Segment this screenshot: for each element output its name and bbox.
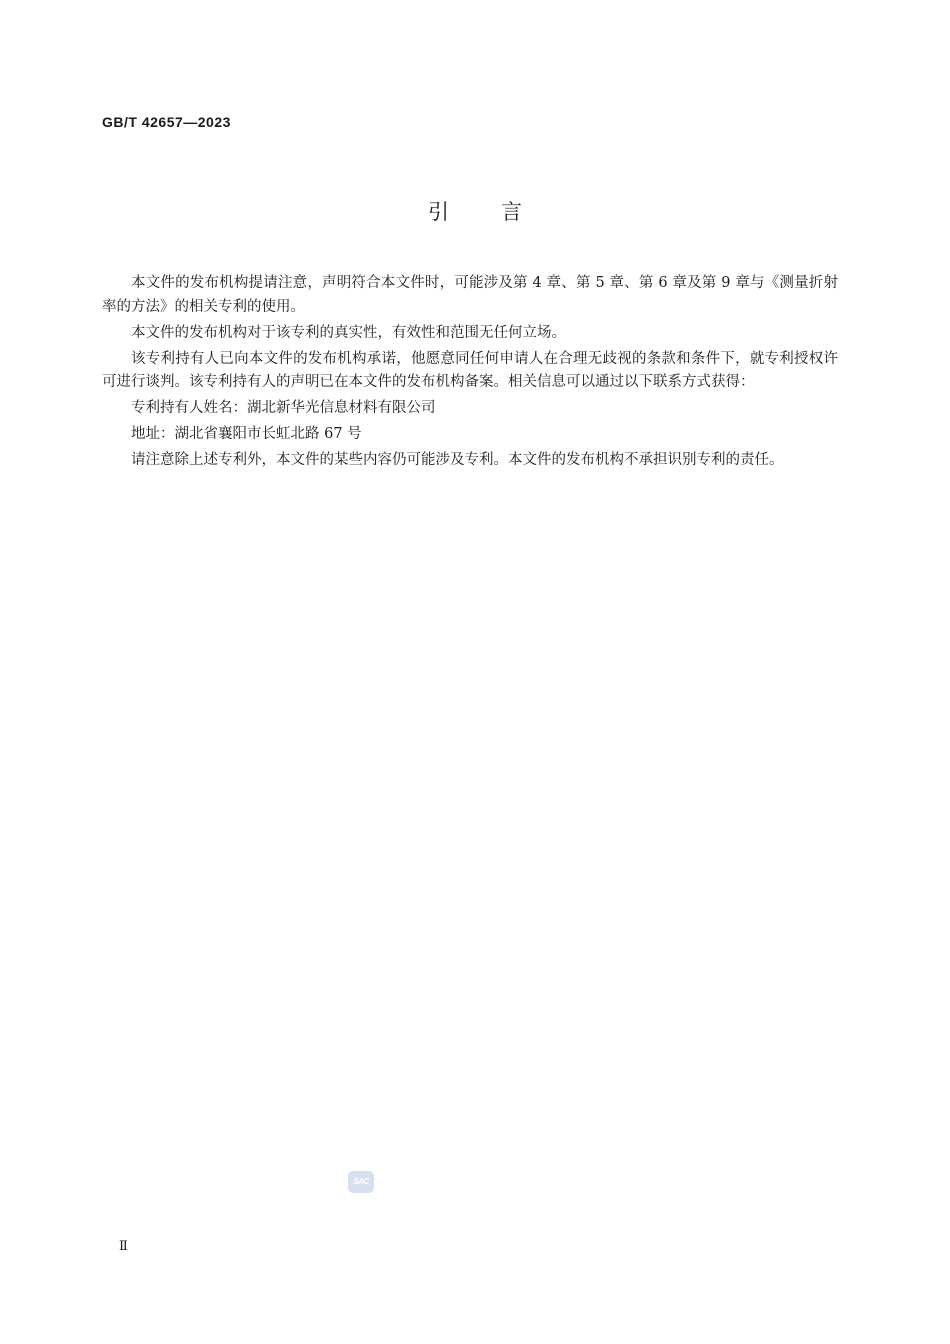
paragraph-no-position: 本文件的发布机构对于该专利的真实性，有效性和范围无任何立场。 — [131, 324, 566, 341]
paragraph-holder-commitment: 该专利持有人已向本文件的发布机构承诺，他愿意同任何申请人在合理无歧视的条款和条件下，就专利授权许可进行谈判。该专利持有人的声明已在本文件的发布机构备案。相关信息可以通过以下联系方式获得： — [102, 350, 838, 390]
paragraph-holder-name: 专利持有人姓名：湖北新华光信息材料有限公司 — [131, 400, 436, 416]
paragraph-patent-notice: 本文件的发布机构提请注意，声明符合本文件时，可能涉及第 4 章、第 5 章、第 6 章及第 9 章与《测量折射率的方法》的相关专利的使用。 — [102, 275, 838, 315]
sac-watermark-logo: SAC — [348, 1171, 374, 1193]
document-body — [102, 272, 838, 475]
page-number: Ⅱ — [119, 1239, 128, 1254]
paragraph-disclaimer: 请注意除上述专利外，本文件的某些内容仍可能涉及专利。本文件的发布机构不承担识别专利的责任。 — [131, 452, 784, 468]
standard-code: GB/T 42657—2023 — [102, 114, 231, 130]
paragraph-holder-address: 地址：湖北省襄阳市长虹北路 67 号 — [131, 426, 362, 442]
page-title: 引言 — [428, 200, 574, 224]
